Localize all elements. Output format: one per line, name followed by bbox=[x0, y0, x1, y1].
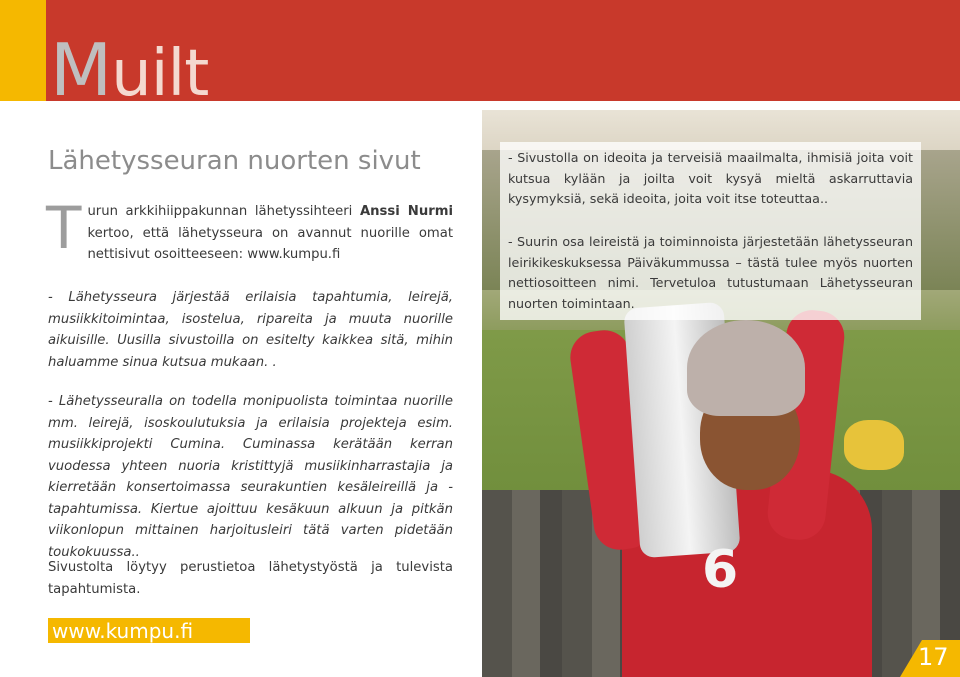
photo-shirt-number: 6 bbox=[702, 540, 739, 600]
intro-paragraph bbox=[46, 194, 453, 266]
photo-knit-hat bbox=[687, 320, 805, 416]
intro-author: Anssi Nurmi bbox=[359, 204, 453, 219]
photo-box-text-1: - Sivustolla on ideoita ja terveisiä maailmalta, ihmisiä joita voit kutsua kylään ja joilta voit kysyä mieltä askarruttavia kysymyksiä, sekä ideoita, joita voit itse toteuttaa.. bbox=[508, 150, 913, 207]
article-title: Lähetysseuran nuorten sivut bbox=[48, 146, 421, 176]
page-number: 17 bbox=[918, 643, 949, 671]
paragraph-2: - Lähetysseuralla on todella monipuolista toimintaa nuorille mm. leirejä, isoskoulutuksia ja erilaisia projekteja esim. musiikkiprojekti Cumina. Cuminassa kerätään kerran vuodessa yhteen nuoria kristittyjä musiikinharrastajia ja kierretään konsertoimassa seurakuntien kesäleireillä ja -tapahtumissa. Kiertue ajoittuu kesäkuun alkuun ja pitkän viikonlopun mittainen harjoitusleiri tätä varten pidetään toukokuussa.. bbox=[48, 394, 453, 560]
section-first-letter: M bbox=[50, 28, 112, 112]
header-yellow-block bbox=[0, 0, 46, 101]
photo-yellow-bag bbox=[844, 420, 904, 470]
website-link[interactable]: www.kumpu.fi bbox=[52, 619, 194, 643]
intro-text-a: urun arkkihiippakunnan lähetyssihteeri bbox=[87, 204, 360, 219]
section-heading bbox=[50, 30, 208, 114]
photo-box-text-2: - Suurin osa leireistä ja toiminnoista järjestetään lähetysseuran leirikikeskuksessa Päiväkummussa – tästä tulee myös nuorten nettiosoitteen nimi. Tervetuloa tutustumaan Lähetysseuran nuorten toimintaan. bbox=[508, 234, 913, 311]
paragraph-3: Sivustolta löytyy perustietoa lähetystyöstä ja tulevista tapahtumista. bbox=[48, 560, 453, 597]
section-heading-rest: uilt bbox=[111, 37, 209, 111]
intro-text-b: kertoo, että lähetysseura on avannut nuorille omat nettisivut osoitteeseen: www.kumpu.fi bbox=[87, 225, 453, 262]
dropcap: T bbox=[46, 194, 82, 262]
paragraph-1: - Lähetysseura järjestää erilaisia tapahtumia, leirejä, musiikkitoimintaa, isostelua, ripareita ja muuta nuorille aikuisille. Uusilla sivustoilla on esitelty kaikkea sitä, mihin haluamme sinua kutsua mukaan. . bbox=[48, 290, 453, 370]
